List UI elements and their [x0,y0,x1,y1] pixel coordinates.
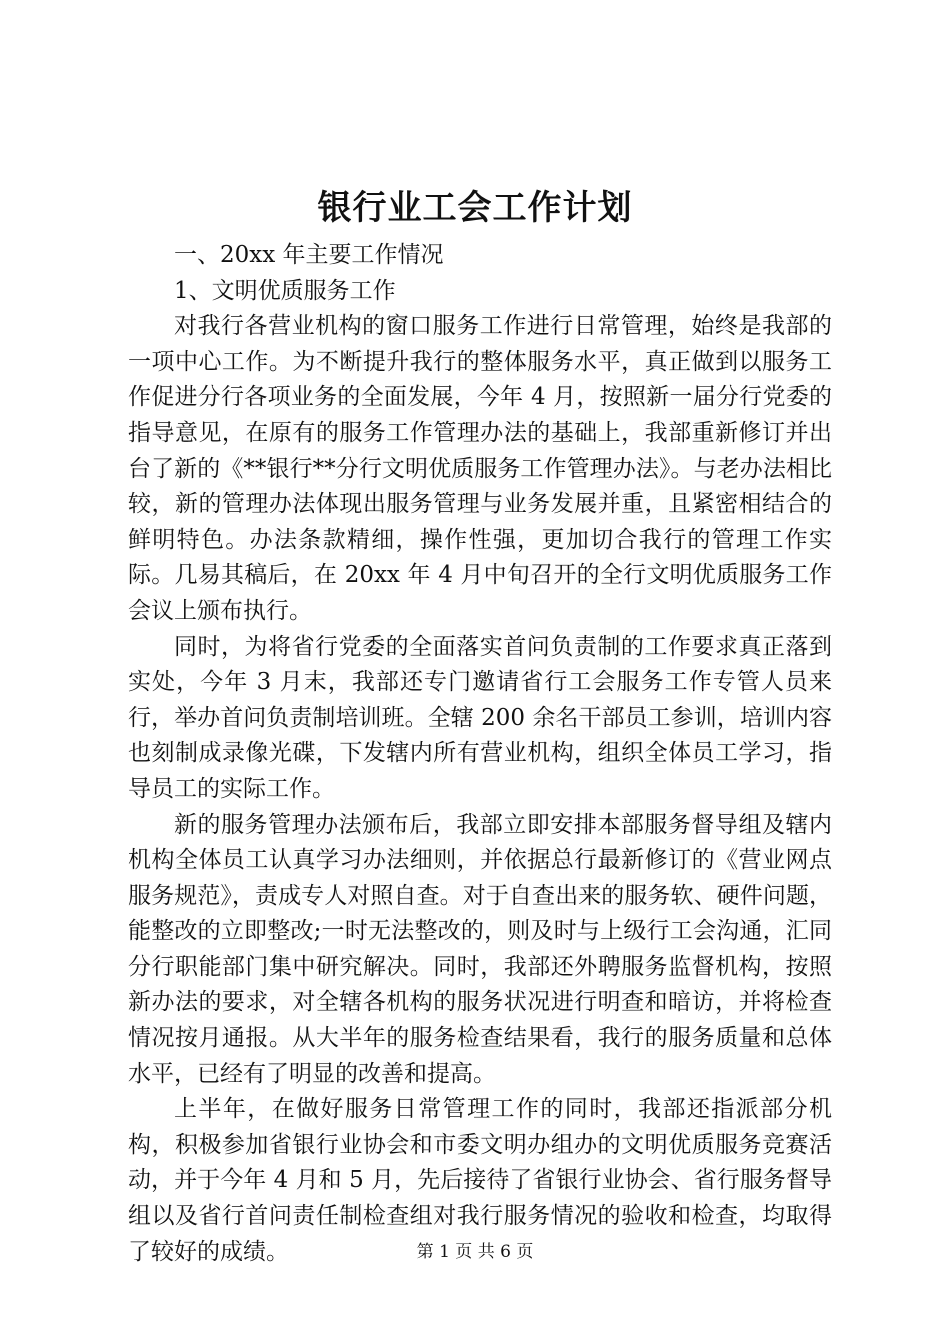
body-paragraph: 新的服务管理办法颁布后，我部立即安排本部服务督导组及辖内机构全体员工认真学习办法细则，并依据总行最新修订的《营业网点服务规范》，责成专人对照自查。对于自查出来的服务软、硬件问题，能整改的立即整改;一时无法整改的，则及时与上级行工会沟通，汇同分行职能部门集中研究解决。同时，我部还外聘服务监督机构，按照新办法的要求，对全辖各机构的服务状况进行明查和暗访，并将检查情况按月通报。从大半年的服务检查结果看，我行的服务质量和总体水平，已经有了明显的改善和提高。 [128,811,832,1087]
body-paragraph: 同时，为将省行党委的全面落实首问负责制的工作要求真正落到实处，今年 3 月末，我部还专门邀请省行工会服务工作专管人员来行，举办首问负责制培训班。全辖 200 余名干部员工参训，培训内容也刻制成录像光碟，下发辖内所有营业机构，组织全体员工学习，指导员工的实际工作。 [128,633,832,802]
page-number-footer: 第 1 页 共 6 页 [416,1242,534,1262]
section-heading: 一、20xx 年主要工作情况 [174,242,444,268]
subsection-heading: 1、文明优质服务工作 [174,277,396,304]
document-title: 银行业工会工作计划 [317,188,633,228]
body-paragraph: 对我行各营业机构的窗口服务工作进行日常管理，始终是我部的一项中心工作。为不断提升我行的整体服务水平，真正做到以服务工作促进分行各项业务的全面发展，今年 4 月，按照新一届分行党委的指导意见，在原有的服务工作管理办法的基础上，我部重新修订并出台了新的《**银行**分行文明优质服务工作管理办法》。与老办法相比较，新的管理办法体现出服务管理与业务发展并重，且紧密相结合的鲜明特色。办法条款精细，操作性强，更加切合我行的管理工作实际。几易其稿后，在 20xx 年 4 月中旬召开的全行文明优质服务工作会议上颁布执行。 [128,313,832,624]
body-paragraph: 上半年，在做好服务日常管理工作的同时，我部还指派部分机构，积极参加省银行业协会和市委文明办组办的文明优质服务竞赛活动，并于今年 4 月和 5 月，先后接待了省银行业协会、省行服务督导组以及省行首问责任制检查组对我行服务情况的验收和检查，均取得了较好的成绩。 [128,1096,832,1265]
document-body [128,238,832,1270]
